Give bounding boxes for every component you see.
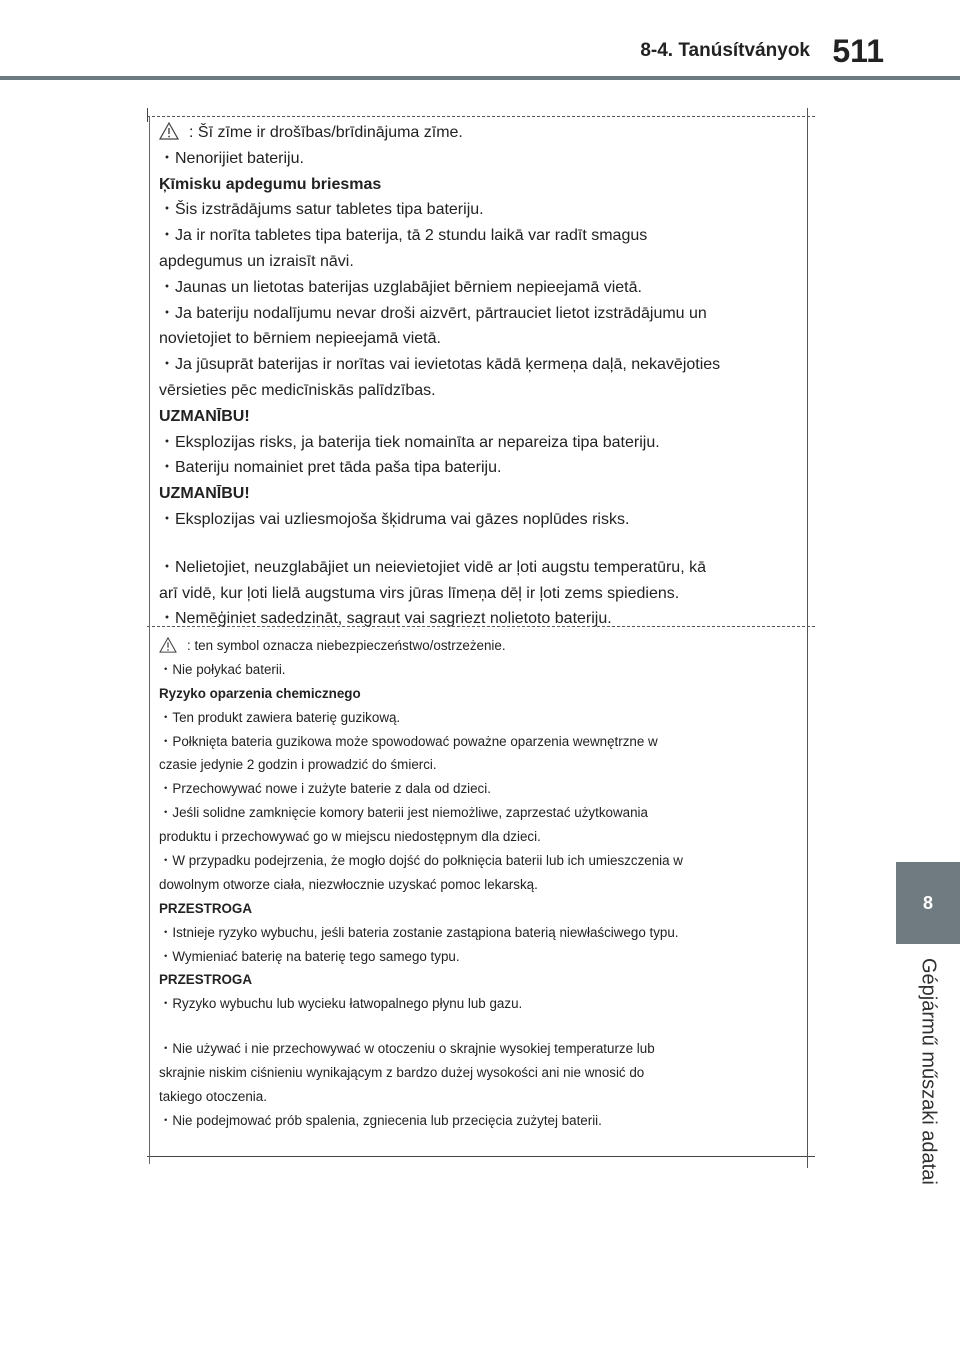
polish-line: ・Połknięta bateria guzikowa może spowodować poważne oparzenia wewnętrzne w <box>159 733 658 749</box>
polish-line: ・Ten produkt zawiera baterię guzikową. <box>159 709 401 725</box>
latvian-line: apdegumus un izraisīt nāvi. <box>159 252 354 270</box>
paragraph-gap <box>159 1016 799 1037</box>
polish-line: ・Wymieniać baterię na baterię tego samego typu. <box>159 948 460 964</box>
polish-line: ・Nie podejmować prób spalenia, zgniecenia lub przecięcia zużytej baterii. <box>159 1112 602 1128</box>
page-number: 511 <box>832 33 884 69</box>
bottom-border <box>147 1156 815 1157</box>
polish-heading: PRZESTROGA <box>159 900 252 916</box>
header-rule <box>0 76 960 80</box>
polish-heading: PRZESTROGA <box>159 972 252 988</box>
latvian-heading: UZMANĪBU! <box>159 485 250 503</box>
polish-line: ・Jeśli solidne zamknięcie komory baterii jest niemożliwe, zaprzestać użytkowania <box>159 805 648 821</box>
warning-triangle-icon <box>159 122 179 140</box>
polish-line: produktu i przechowywać go w miejscu niedostępnym dla dzieci. <box>159 829 541 845</box>
latvian-line: novietojiet to bērniem nepieejamā vietā. <box>159 330 441 348</box>
left-border <box>149 116 150 1164</box>
chapter-number: 8 <box>922 892 933 913</box>
paragraph-gap <box>159 533 799 555</box>
latvian-line: ・Šis izstrādājums satur tabletes tipa bateriju. <box>159 201 484 219</box>
certificate-scan <box>147 108 815 1168</box>
polish-line: takiego otoczenia. <box>159 1089 267 1105</box>
polish-icon-line <box>159 634 799 658</box>
polish-line: dowolnym otworze ciała, niezwłocznie uzyskać pomoc lekarską. <box>159 876 538 892</box>
latvian-heading: UZMANĪBU! <box>159 407 250 425</box>
latvian-line: ・Jaunas un lietotas baterijas uzglabājiet bērniem nepieejamā vietā. <box>159 278 642 296</box>
corner-tick <box>147 108 154 122</box>
latvian-line: ・Eksplozijas vai uzliesmojoša šķidruma vai gāzes noplūdes risks. <box>159 510 630 528</box>
latvian-heading: Ķīmisku apdegumu briesmas <box>159 175 382 193</box>
latvian-warning-block <box>159 120 799 632</box>
latvian-line: ・Ja bateriju nodalījumu nevar droši aizvērt, pārtrauciet lietot izstrādājumu un <box>159 304 707 322</box>
chapter-title: Gépjármű műszaki adatai <box>917 958 940 1185</box>
polish-line: ・Istnieje ryzyko wybuchu, jeśli bateria zostanie zastąpiona baterią niewłaściwego typu. <box>159 924 679 940</box>
polish-heading: Ryzyko oparzenia chemicznego <box>159 685 361 701</box>
latvian-line: vērsieties pēc medicīniskās palīdzības. <box>159 381 436 399</box>
latvian-line: ・Eksplozijas risks, ja baterija tiek nomainīta ar nepareiza tipa bateriju. <box>159 433 660 451</box>
header-title: 8-4. Tanúsítványok <box>640 40 810 61</box>
latvian-line: ・Nenorijiet bateriju. <box>159 149 304 167</box>
latvian-line: ・Bateriju nomainiet pret tāda paša tipa bateriju. <box>159 459 502 477</box>
polish-warning-block <box>159 634 799 1133</box>
polish-line: ・Przechowywać nowe i zużyte baterie z dala od dzieci. <box>159 781 491 797</box>
latvian-line: ・Nelietojiet, neuzglabājiet un neievietojiet vidē ar ļoti augstu temperatūru, kā <box>159 558 706 576</box>
latvian-line: ・Ja jūsuprāt baterijas ir norītas vai ievietotas kādā ķermeņa daļā, nekavējoties <box>159 356 721 374</box>
latvian-line: ・Ja ir norīta tabletes tipa baterija, tā 2 stundu laikā var radīt smagus <box>159 227 648 245</box>
right-border <box>807 108 808 1168</box>
polish-line: ・Nie połykać baterii. <box>159 661 286 677</box>
latvian-line: ・Nemēģiniet sadedzināt, sagraut vai sagriezt nolietoto bateriju. <box>159 610 612 628</box>
latvian-icon-line <box>159 120 799 146</box>
polish-line: ・W przypadku podejrzenia, że mogło dojść do połknięcia baterii lub ich umieszczenia w <box>159 853 683 869</box>
polish-line: ・Nie używać i nie przechowywać w otoczeniu o skrajnie wysokiej temperaturze lub <box>159 1041 655 1057</box>
polish-icon-text: : ten symbol oznacza niebezpieczeństwo/ostrzeżenie. <box>187 638 506 653</box>
polish-line: czasie jedynie 2 godzin i prowadzić do śmierci. <box>159 757 437 773</box>
dashed-top-border <box>147 116 815 117</box>
chapter-caption <box>896 958 960 1208</box>
latvian-line: arī vidē, kur ļoti lielā augstuma virs jūras līmeņa dēļ ir ļoti zems spiediens. <box>159 584 680 602</box>
latvian-icon-text: : Šī zīme ir drošības/brīdinājuma zīme. <box>189 124 463 141</box>
polish-line: ・Ryzyko wybuchu lub wycieku łatwopalnego płynu lub gazu. <box>159 996 523 1012</box>
polish-line: skrajnie niskim ciśnieniu wynikającym z bardzo dużej wysokości ani nie wnosić do <box>159 1065 645 1081</box>
chapter-tab <box>896 862 960 944</box>
warning-triangle-icon <box>159 637 177 653</box>
